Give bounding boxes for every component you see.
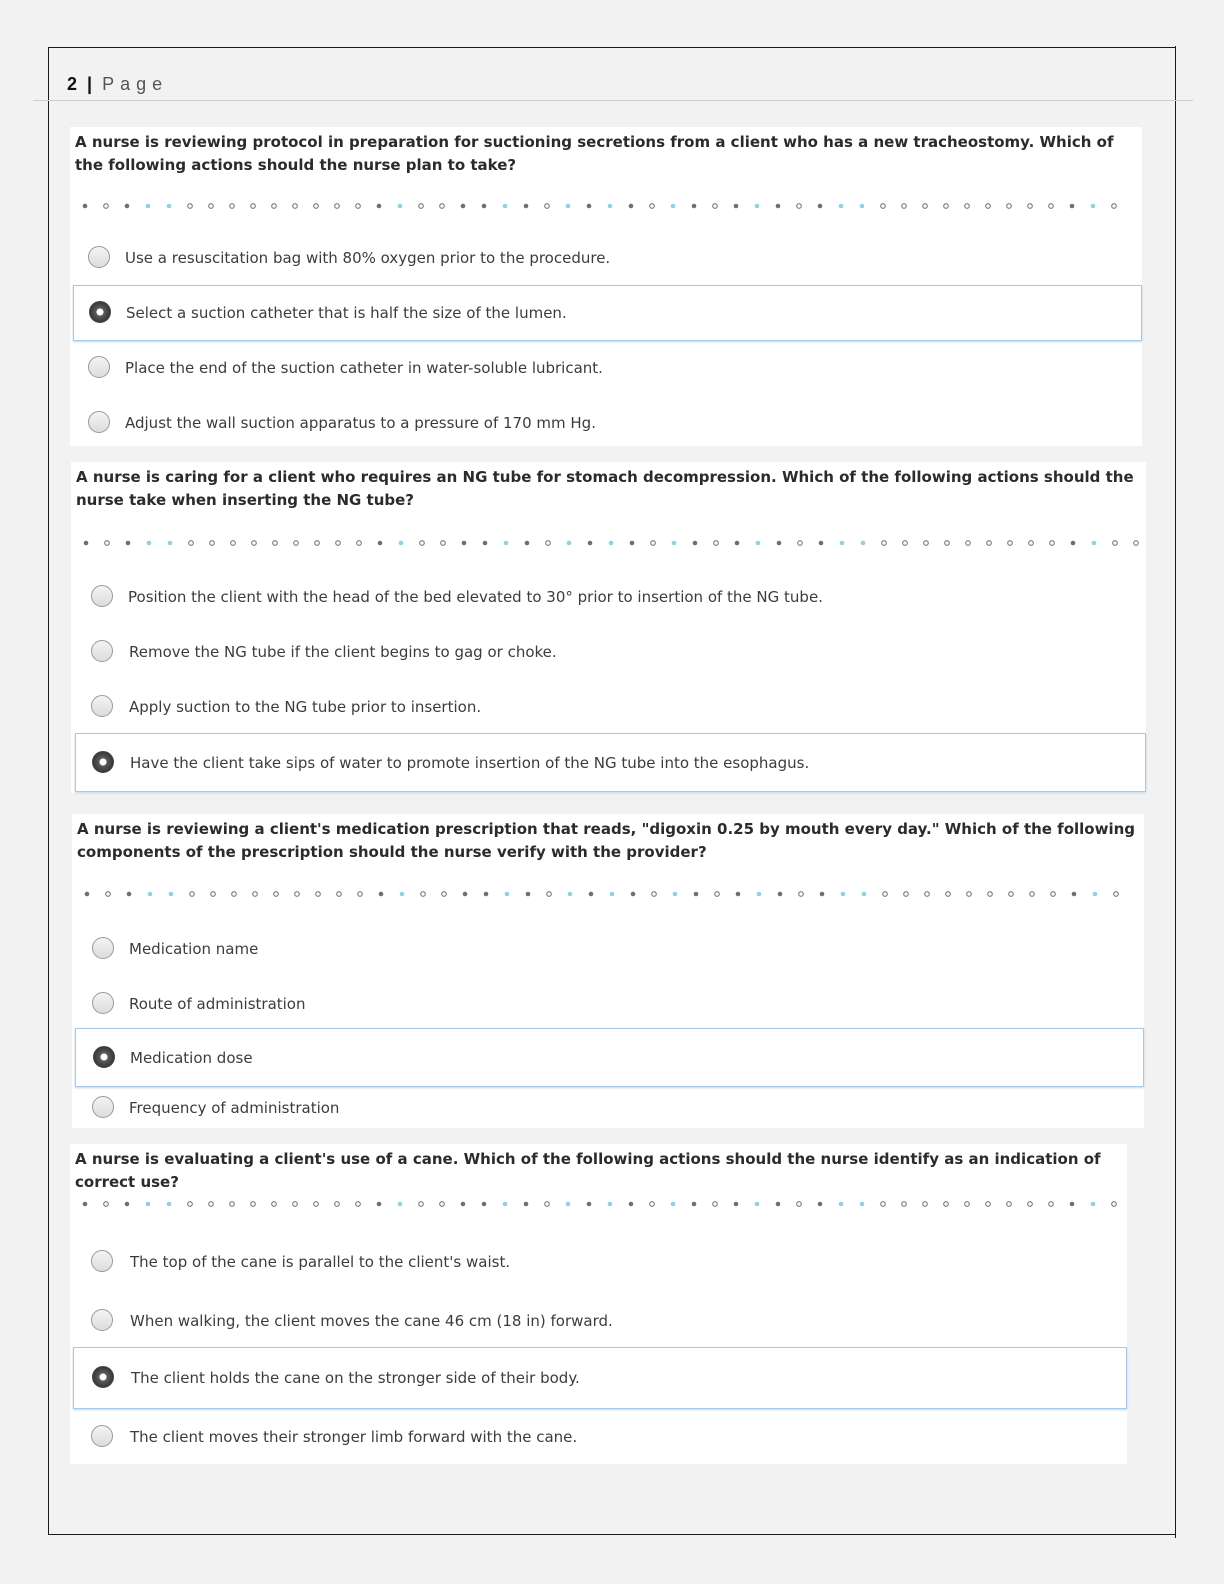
divider-dot xyxy=(1112,204,1117,209)
radio-button-selected[interactable] xyxy=(93,1046,115,1068)
divider-dot xyxy=(337,892,342,897)
divider-dot xyxy=(820,892,825,897)
divider-dot xyxy=(440,204,445,209)
divider-dot xyxy=(882,541,887,546)
divider-dot xyxy=(230,1202,235,1207)
divider-dot xyxy=(168,541,173,546)
divider-dot xyxy=(881,1202,886,1207)
divider-dot xyxy=(377,204,382,209)
divider-dot xyxy=(966,541,971,546)
divider-dot xyxy=(945,541,950,546)
divider-dot xyxy=(987,541,992,546)
divider-dot xyxy=(608,204,613,209)
divider-dot xyxy=(1112,1202,1117,1207)
divider-dot xyxy=(860,204,865,209)
divider-dot xyxy=(1070,204,1075,209)
divider-dot xyxy=(169,892,174,897)
divider-dot xyxy=(986,1202,991,1207)
divider-dot xyxy=(167,204,172,209)
divider-dot xyxy=(587,1202,592,1207)
divider-dot xyxy=(1134,541,1139,546)
question-block-3 xyxy=(72,814,1144,1128)
divider-dot xyxy=(104,1202,109,1207)
divider-dot xyxy=(1029,541,1034,546)
divider-dot xyxy=(546,541,551,546)
divider-dot xyxy=(589,892,594,897)
divider-dot xyxy=(211,892,216,897)
divider-dot xyxy=(189,541,194,546)
divider-dot xyxy=(526,892,531,897)
answer-option[interactable] xyxy=(71,624,1146,680)
divider-dot xyxy=(1028,204,1033,209)
option-label: The client holds the cane on the stronger side of their body. xyxy=(131,1369,580,1387)
radio-button[interactable] xyxy=(88,356,110,378)
divider-dot xyxy=(903,541,908,546)
option-label: Frequency of administration xyxy=(129,1099,340,1117)
option-label: Use a resuscitation bag with 80% oxygen prior to the procedure. xyxy=(125,249,611,267)
divider-dot xyxy=(482,1202,487,1207)
answer-option[interactable] xyxy=(72,921,1144,977)
divider-dot xyxy=(986,204,991,209)
divider-dot xyxy=(1050,541,1055,546)
dotted-divider xyxy=(82,889,1138,899)
divider-dot xyxy=(650,204,655,209)
divider-dot xyxy=(251,1202,256,1207)
divider-dot xyxy=(735,541,740,546)
divider-dot xyxy=(967,892,972,897)
radio-button[interactable] xyxy=(92,992,114,1014)
radio-button-selected[interactable] xyxy=(92,751,114,773)
divider-dot xyxy=(314,1202,319,1207)
divider-dot xyxy=(127,892,132,897)
answer-option[interactable] xyxy=(72,1086,1144,1130)
divider-dot xyxy=(420,541,425,546)
question-text: A nurse is reviewing protocol in preparation for suctioning secretions from a client who has a new tracheostomy. Which of the following actions should the nurse plan to take? xyxy=(75,133,1114,174)
divider-dot xyxy=(210,541,215,546)
divider-dot xyxy=(461,1202,466,1207)
divider-dot xyxy=(778,892,783,897)
divider-dot xyxy=(125,204,130,209)
divider-dot xyxy=(1091,204,1096,209)
divider-dot xyxy=(567,541,572,546)
dotted-divider xyxy=(80,201,1136,211)
header-rule xyxy=(33,100,1193,101)
divider-dot xyxy=(1049,204,1054,209)
question-block-1 xyxy=(70,127,1142,446)
option-label: Medication dose xyxy=(130,1048,253,1067)
divider-dot xyxy=(336,541,341,546)
divider-dot xyxy=(356,204,361,209)
divider-dot xyxy=(188,204,193,209)
page-word: Page xyxy=(102,74,169,94)
answer-option[interactable] xyxy=(70,395,1142,451)
divider-dot xyxy=(84,541,89,546)
divider-dot xyxy=(650,1202,655,1207)
divider-dot xyxy=(272,1202,277,1207)
divider-dot xyxy=(126,541,131,546)
divider-dot xyxy=(335,204,340,209)
divider-dot xyxy=(356,1202,361,1207)
radio-button[interactable] xyxy=(91,1309,113,1331)
option-label: Adjust the wall suction apparatus to a pressure of 170 mm Hg. xyxy=(125,414,596,432)
divider-dot xyxy=(797,204,802,209)
divider-dot xyxy=(776,1202,781,1207)
radio-button[interactable] xyxy=(91,695,113,717)
answer-option[interactable] xyxy=(70,340,1142,396)
radio-button-selected[interactable] xyxy=(92,1366,114,1388)
divider-dot xyxy=(630,541,635,546)
divider-dot xyxy=(399,541,404,546)
divider-dot xyxy=(295,892,300,897)
divider-dot xyxy=(776,204,781,209)
divider-dot xyxy=(547,892,552,897)
option-label: When walking, the client moves the cane 46 cm (18 in) forward. xyxy=(130,1312,613,1330)
option-label: Route of administration xyxy=(129,995,306,1013)
divider-dot xyxy=(315,541,320,546)
divider-dot xyxy=(609,541,614,546)
divider-dot xyxy=(902,1202,907,1207)
divider-dot xyxy=(398,204,403,209)
divider-dot xyxy=(231,541,236,546)
answer-option-selected[interactable] xyxy=(73,285,1142,341)
divider-dot xyxy=(904,892,909,897)
divider-dot xyxy=(1049,1202,1054,1207)
divider-dot xyxy=(461,204,466,209)
answer-option[interactable] xyxy=(70,1292,1127,1350)
divider-dot xyxy=(462,541,467,546)
divider-dot xyxy=(797,1202,802,1207)
answer-option-selected[interactable] xyxy=(75,1028,1144,1087)
divider-dot xyxy=(83,204,88,209)
radio-button[interactable] xyxy=(91,1425,113,1447)
divider-dot xyxy=(756,541,761,546)
divider-dot xyxy=(902,204,907,209)
divider-dot xyxy=(755,204,760,209)
question-text: A nurse is evaluating a client's use of a cane. Which of the following actions should the nurse identify as an indication of correct use? xyxy=(75,1150,1101,1191)
divider-dot xyxy=(253,892,258,897)
divider-dot xyxy=(190,892,195,897)
divider-dot xyxy=(652,892,657,897)
page-header xyxy=(67,74,168,95)
divider-dot xyxy=(714,541,719,546)
divider-dot xyxy=(736,892,741,897)
option-label: The top of the cane is parallel to the client's waist. xyxy=(130,1253,511,1271)
divider-dot xyxy=(524,204,529,209)
divider-dot xyxy=(631,892,636,897)
divider-dot xyxy=(293,204,298,209)
divider-dot xyxy=(377,1202,382,1207)
divider-dot xyxy=(1028,1202,1033,1207)
divider-dot xyxy=(798,541,803,546)
radio-button[interactable] xyxy=(92,937,114,959)
divider-dot xyxy=(799,892,804,897)
divider-dot xyxy=(316,892,321,897)
divider-dot xyxy=(503,1202,508,1207)
divider-dot xyxy=(442,892,447,897)
divider-dot xyxy=(482,204,487,209)
divider-dot xyxy=(777,541,782,546)
divider-dot xyxy=(883,892,888,897)
divider-dot xyxy=(125,1202,130,1207)
divider-dot xyxy=(1092,541,1097,546)
divider-dot xyxy=(209,204,214,209)
divider-dot xyxy=(841,892,846,897)
divider-dot xyxy=(839,1202,844,1207)
divider-dot xyxy=(566,1202,571,1207)
dotted-divider xyxy=(80,1199,1121,1209)
radio-button[interactable] xyxy=(92,1096,114,1118)
radio-button-selected[interactable] xyxy=(89,301,111,323)
divider-dot xyxy=(1071,541,1076,546)
divider-dot xyxy=(755,1202,760,1207)
divider-dot xyxy=(147,541,152,546)
option-label: Apply suction to the NG tube prior to insertion. xyxy=(129,698,482,716)
divider-dot xyxy=(881,204,886,209)
header-separator: | xyxy=(87,74,93,94)
divider-dot xyxy=(924,541,929,546)
divider-dot xyxy=(629,1202,634,1207)
radio-button[interactable] xyxy=(88,246,110,268)
divider-dot xyxy=(188,1202,193,1207)
divider-dot xyxy=(818,1202,823,1207)
divider-dot xyxy=(566,204,571,209)
divider-dot xyxy=(400,892,405,897)
divider-dot xyxy=(232,892,237,897)
question-block-4 xyxy=(70,1144,1127,1464)
divider-dot xyxy=(923,1202,928,1207)
divider-dot xyxy=(671,1202,676,1207)
divider-dot xyxy=(1114,892,1119,897)
divider-dot xyxy=(209,1202,214,1207)
divider-dot xyxy=(734,1202,739,1207)
divider-dot xyxy=(252,541,257,546)
divider-dot xyxy=(167,1202,172,1207)
answer-option[interactable] xyxy=(70,230,1142,286)
divider-dot xyxy=(272,204,277,209)
divider-dot xyxy=(463,892,468,897)
divider-dot xyxy=(944,1202,949,1207)
divider-dot xyxy=(672,541,677,546)
divider-dot xyxy=(608,1202,613,1207)
divider-dot xyxy=(1072,892,1077,897)
radio-button[interactable] xyxy=(91,1250,113,1272)
divider-dot xyxy=(357,541,362,546)
divider-dot xyxy=(925,892,930,897)
answer-option-selected[interactable] xyxy=(73,1347,1127,1409)
divider-dot xyxy=(503,204,508,209)
divider-dot xyxy=(860,1202,865,1207)
divider-dot xyxy=(104,204,109,209)
divider-dot xyxy=(1091,1202,1096,1207)
divider-dot xyxy=(294,541,299,546)
divider-dot xyxy=(335,1202,340,1207)
divider-dot xyxy=(273,541,278,546)
answer-option-selected[interactable] xyxy=(75,733,1146,792)
divider-dot xyxy=(441,541,446,546)
divider-dot xyxy=(819,541,824,546)
question-block-2 xyxy=(71,462,1146,793)
divider-dot xyxy=(1009,892,1014,897)
answer-option[interactable] xyxy=(70,1409,1127,1465)
divider-dot xyxy=(692,1202,697,1207)
divider-dot xyxy=(1007,1202,1012,1207)
divider-dot xyxy=(862,892,867,897)
divider-dot xyxy=(358,892,363,897)
divider-dot xyxy=(484,892,489,897)
divider-dot xyxy=(946,892,951,897)
divider-dot xyxy=(671,204,676,209)
divider-dot xyxy=(314,204,319,209)
radio-button[interactable] xyxy=(91,640,113,662)
answer-option[interactable] xyxy=(70,1233,1127,1291)
option-label: Position the client with the head of the bed elevated to 30° prior to insertion of the NG tube. xyxy=(128,588,823,606)
divider-dot xyxy=(944,204,949,209)
divider-dot xyxy=(629,204,634,209)
answer-option[interactable] xyxy=(71,679,1146,735)
divider-dot xyxy=(734,204,739,209)
divider-dot xyxy=(1007,204,1012,209)
option-label: Place the end of the suction catheter in water-soluble lubricant. xyxy=(125,359,603,377)
divider-dot xyxy=(988,892,993,897)
divider-dot xyxy=(440,1202,445,1207)
divider-dot xyxy=(379,892,384,897)
option-label: Medication name xyxy=(129,940,259,958)
divider-dot xyxy=(483,541,488,546)
radio-button[interactable] xyxy=(91,585,113,607)
divider-dot xyxy=(378,541,383,546)
divider-dot xyxy=(692,204,697,209)
radio-button[interactable] xyxy=(88,411,110,433)
divider-dot xyxy=(398,1202,403,1207)
option-label: Remove the NG tube if the client begins to gag or choke. xyxy=(129,643,557,661)
divider-dot xyxy=(83,1202,88,1207)
option-label: The client moves their stronger limb forward with the cane. xyxy=(130,1428,578,1446)
divider-dot xyxy=(861,541,866,546)
divider-dot xyxy=(713,1202,718,1207)
divider-dot xyxy=(1070,1202,1075,1207)
divider-dot xyxy=(146,204,151,209)
divider-dot xyxy=(1008,541,1013,546)
divider-dot xyxy=(505,892,510,897)
divider-dot xyxy=(588,541,593,546)
divider-dot xyxy=(694,892,699,897)
divider-dot xyxy=(1051,892,1056,897)
divider-dot xyxy=(421,892,426,897)
divider-dot xyxy=(274,892,279,897)
divider-dot xyxy=(106,892,111,897)
divider-dot xyxy=(524,1202,529,1207)
divider-dot xyxy=(651,541,656,546)
divider-dot xyxy=(293,1202,298,1207)
divider-dot xyxy=(965,1202,970,1207)
divider-dot xyxy=(251,204,256,209)
divider-dot xyxy=(757,892,762,897)
question-text: A nurse is caring for a client who requires an NG tube for stomach decompression. Which of the following actions should the nurse take when inserting the NG tube? xyxy=(76,468,1134,509)
dotted-divider xyxy=(81,538,1140,548)
divider-dot xyxy=(693,541,698,546)
answer-option[interactable] xyxy=(71,569,1146,625)
option-label: Select a suction catheter that is half the size of the lumen. xyxy=(126,304,567,322)
divider-dot xyxy=(923,204,928,209)
divider-dot xyxy=(587,204,592,209)
divider-dot xyxy=(840,541,845,546)
divider-dot xyxy=(965,204,970,209)
divider-dot xyxy=(105,541,110,546)
divider-dot xyxy=(818,204,823,209)
divider-dot xyxy=(146,1202,151,1207)
option-label: Have the client take sips of water to promote insertion of the NG tube into the esophagus. xyxy=(130,753,810,772)
answer-option[interactable] xyxy=(72,976,1144,1032)
divider-dot xyxy=(419,204,424,209)
divider-dot xyxy=(419,1202,424,1207)
page-number: 2 xyxy=(67,74,78,94)
divider-dot xyxy=(610,892,615,897)
divider-dot xyxy=(1113,541,1118,546)
divider-dot xyxy=(545,204,550,209)
divider-dot xyxy=(85,892,90,897)
divider-dot xyxy=(568,892,573,897)
divider-dot xyxy=(1030,892,1035,897)
divider-dot xyxy=(230,204,235,209)
divider-dot xyxy=(504,541,509,546)
divider-dot xyxy=(1093,892,1098,897)
divider-dot xyxy=(713,204,718,209)
divider-dot xyxy=(545,1202,550,1207)
divider-dot xyxy=(525,541,530,546)
divider-dot xyxy=(715,892,720,897)
question-text: A nurse is reviewing a client's medication prescription that reads, "digoxin 0.25 by mouth every day." Which of the following components of the prescription should the nurse verify with the provider? xyxy=(77,820,1136,861)
divider-dot xyxy=(148,892,153,897)
divider-dot xyxy=(839,204,844,209)
divider-dot xyxy=(673,892,678,897)
